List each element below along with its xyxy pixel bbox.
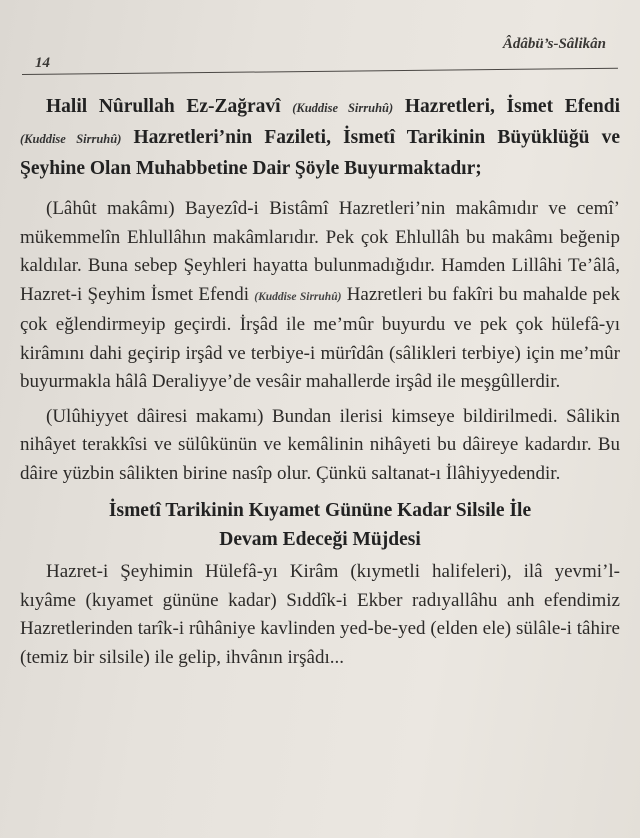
paragraph-1-honorific: (Kuddise Sirruhû): [254, 290, 342, 303]
paragraph-1-part-2: Hazretleri bu fakîri bu mahalde pek çok eğlendirmeyip geçirdi. İrşâd ile me’mûr buyurdu ve pek çok hülefâ-yı kirâmını dahi geçirip irşâd ve terbiye-i mürîdân (sâlikleri terbiye) için me’mûr buyurmakla hâlâ Deraliyye’de vesâir mahallerde irşâd ile meşgûllerdir.: [20, 283, 620, 392]
section-heading: [20, 92, 620, 183]
heading-part-3: Hazretleri’nin Fazileti, İsmetî Tarikinin Büyüklüğü ve Şeyhine Olan Muhabbetine Dair Şöyle Buyurmaktadır;: [20, 127, 620, 179]
paragraph-hulefa: Hazret-i Şeyhimin Hülefâ-yı Kirâm (kıymetli halifeleri), ilâ yevmi’l-kıyâme (kıyamet gününe kadar) Sıddîk-i Ekber radıyallâhu anh efendimiz Hazretlerinden tarîk-i rûhâniye kavlinden yed-be-yed (elden ele) sülâle-i tâhire (temiz bir silsile) ile gelip, ihvânın irşâdı...: [20, 561, 620, 668]
paragraph-1-part-1: (Lâhût makâmı) Bayezîd-i Bistâmî Hazretleri’nin makâmıdır ve cemî’ mükemmelîn Ehlullâhın makâmlarıdır. Pek çok Ehlullâh bu makâmı beğenip kaldılar. Buna sebep Şeyhleri hayatta bulunmadığıdır. Hamden Lillâhi Te’âlâ, Hazret-i Şeyhim İsmet Efendi: [20, 198, 620, 305]
page-number: 14: [35, 55, 50, 71]
paragraph-uluhiyyet: (Ulûhiyyet dâiresi makamı) Bundan ilerisi kimseye bildirilmedi. Sâlikin nihâyet terakkîsi ve sülûkünün ve kemâlinin nihâyeti bu dâireye kadardır. Bu dâire yüzbin sâlikten birine nasîp olur. Çünkü saltanat-ı İlâhiyyedendir.: [20, 405, 620, 484]
subheading: [20, 496, 620, 554]
page-body: [20, 92, 620, 672]
heading-honorific-2: (Kuddise Sirruhû): [20, 132, 122, 146]
subheading-line-1: İsmetî Tarikinin Kıyamet Gününe Kadar Silsile İle: [108, 500, 532, 521]
heading-part-2: Hazretleri, İsmet Efendi: [404, 96, 620, 117]
heading-honorific-1: (Kuddise Sirruhû): [292, 101, 394, 115]
paragraph-lahut: [20, 195, 620, 397]
heading-part-1: Halil Nûrullah Ez-Zağravî: [46, 96, 281, 117]
subheading-line-2: Devam Edeceği Müjdesi: [219, 529, 421, 550]
header-rule: [22, 68, 618, 75]
running-title: Âdâbü’s-Sâlikân: [502, 36, 606, 52]
